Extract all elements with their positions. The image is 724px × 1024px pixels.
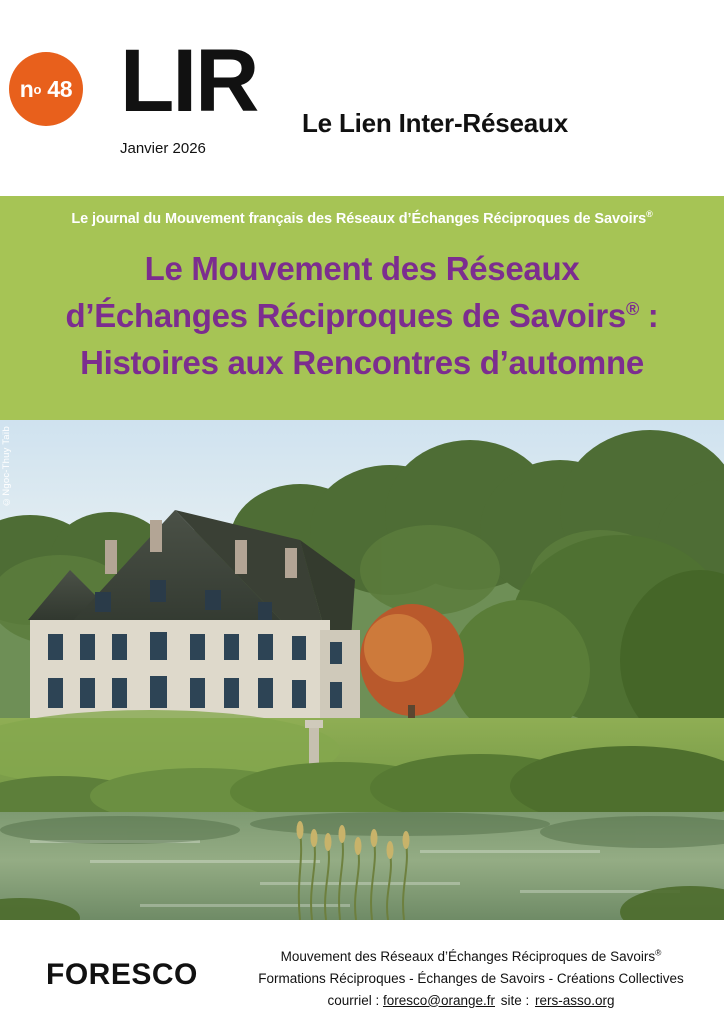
issue-number-badge <box>9 52 83 126</box>
issue-number: 48 <box>47 75 73 102</box>
footer-line-2: Formations Réciproques - Échanges de Savoirs - Créations Collectives <box>258 970 684 986</box>
footer-line-1-label: Mouvement des Réseaux d’Échanges Réciproques de Savoirs <box>280 949 656 964</box>
footer-line-3 <box>232 990 710 1012</box>
banner-strapline-label: Le journal du Mouvement français des Réseaux d’Échanges Réciproques de Savoirs <box>71 210 647 227</box>
cover-headline-line-2-a: d’Échanges Réciproques de Savoirs <box>65 296 626 334</box>
organisation-name: FORESCO <box>46 958 198 991</box>
site-label: site : <box>497 992 534 1008</box>
email-label: courriel : <box>327 992 383 1008</box>
issue-prefix-sup: o <box>33 81 42 97</box>
email-link[interactable]: foresco@orange.fr <box>382 992 495 1008</box>
photo-credit: ©Ngoc-Thuy Taïb <box>1 426 12 507</box>
banner-strapline-text <box>0 209 724 227</box>
masthead <box>0 0 724 196</box>
cover-photo <box>0 420 724 920</box>
registered-mark-icon: ® <box>655 947 662 958</box>
footer-contact-block <box>232 946 710 1012</box>
logo-title: LIR <box>120 30 258 130</box>
cover-headline-line-1: Le Mouvement des Réseaux <box>144 250 580 287</box>
website-link[interactable]: rers-asso.org <box>535 992 615 1008</box>
banner-strapline <box>0 196 724 239</box>
green-banner <box>0 196 724 420</box>
issue-prefix: n <box>19 75 34 102</box>
registered-mark-icon: ® <box>646 208 653 219</box>
cover-photo-illustration <box>0 420 724 920</box>
logo-subtitle: Le Lien Inter-Réseaux <box>302 108 568 138</box>
cover-headline-line-2-b: : <box>638 296 659 334</box>
registered-mark-icon: ® <box>625 298 639 319</box>
issue-date: Janvier 2026 <box>120 140 206 157</box>
footer <box>0 920 724 1024</box>
footer-line-1 <box>232 946 710 968</box>
cover-headline <box>0 246 724 387</box>
cover-headline-line-3: Histoires aux Rencontres d’automne <box>80 343 644 381</box>
cover-headline-line-2 <box>0 293 724 340</box>
